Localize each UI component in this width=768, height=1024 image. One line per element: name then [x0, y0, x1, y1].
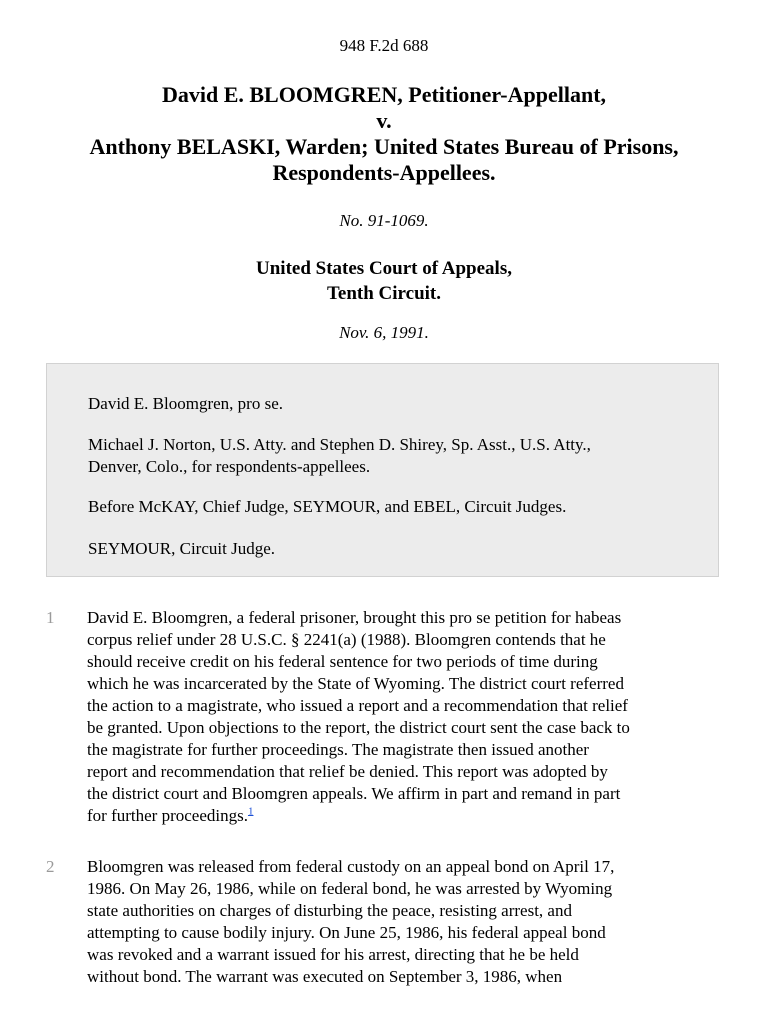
text-line: 1986. On May 26, 1986, while on federal bond, he was arrested by Wyoming	[87, 879, 613, 898]
court-name-line1: United States Court of Appeals,	[256, 258, 512, 279]
paragraph-number: 2	[46, 857, 55, 876]
text-line	[87, 805, 727, 827]
caption-versus: v.	[376, 108, 392, 133]
counsel-appellees-line2: Denver, Colo., for respondents-appellees.	[88, 457, 371, 476]
text-line: was revoked and a warrant issued for his arrest, directing that he be held	[87, 945, 579, 964]
text-line: attempting to cause bodily injury. On June 25, 1986, his federal appeal bond	[87, 923, 606, 942]
counsel-appellant: David E. Bloomgren, pro se.	[88, 394, 283, 413]
text-line: Bloomgren was released from federal custody on an appeal bond on April 17,	[87, 857, 615, 876]
paragraph-text	[87, 607, 727, 827]
text-line: which he was incarcerated by the State of Wyoming. The district court referred	[87, 674, 624, 693]
court-name	[0, 256, 768, 306]
docket-number: No. 91-1069.	[339, 211, 429, 230]
decision-date: Nov. 6, 1991.	[339, 323, 429, 342]
case-caption	[0, 82, 768, 186]
text-line: the magistrate for further proceedings. The magistrate then issued another	[87, 740, 589, 759]
paragraph-number: 1	[46, 608, 55, 627]
opinion-author: SEYMOUR, Circuit Judge.	[88, 539, 275, 558]
text-line: corpus relief under 28 U.S.C. § 2241(a) (1988). Bloomgren contends that he	[87, 630, 606, 649]
text-line: without bond. The warrant was executed on September 3, 1986, when	[87, 967, 563, 986]
footnote-link[interactable]: 1	[247, 805, 254, 818]
caption-appellant: David E. BLOOMGREN, Petitioner-Appellant,	[161, 82, 607, 107]
text-line: the district court and Bloomgren appeals. We affirm in part and remand in part	[87, 784, 621, 803]
text-line: be granted. Upon objections to the report, the district court sent the case back to	[87, 718, 630, 737]
court-name-line2: Tenth Circuit.	[326, 283, 442, 304]
paragraph-text	[87, 856, 727, 988]
caption-appellees: Anthony BELASKI, Warden; United States Bureau of Prisons,	[89, 134, 679, 159]
text-line: should receive credit on his federal sentence for two periods of time during	[87, 652, 598, 671]
text-line: state authorities on charges of disturbing the peace, resisting arrest, and	[87, 901, 572, 920]
text-line-content: for further proceedings.	[87, 806, 248, 825]
text-line: report and recommendation that relief be denied. This report was adopted by	[87, 762, 608, 781]
text-line: David E. Bloomgren, a federal prisoner, brought this pro se petition for habeas	[87, 608, 622, 627]
counsel-panel	[46, 363, 719, 577]
counsel-appellees-line1: Michael J. Norton, U.S. Atty. and Stephen D. Shirey, Sp. Asst., U.S. Atty.,	[88, 435, 591, 454]
judge-panel: Before McKAY, Chief Judge, SEYMOUR, and EBEL, Circuit Judges.	[88, 497, 567, 516]
caption-appellees-role: Respondents-Appellees.	[272, 160, 496, 185]
case-citation: 948 F.2d 688	[339, 36, 429, 55]
text-line: the action to a magistrate, who issued a report and a recommendation that relief	[87, 696, 628, 715]
